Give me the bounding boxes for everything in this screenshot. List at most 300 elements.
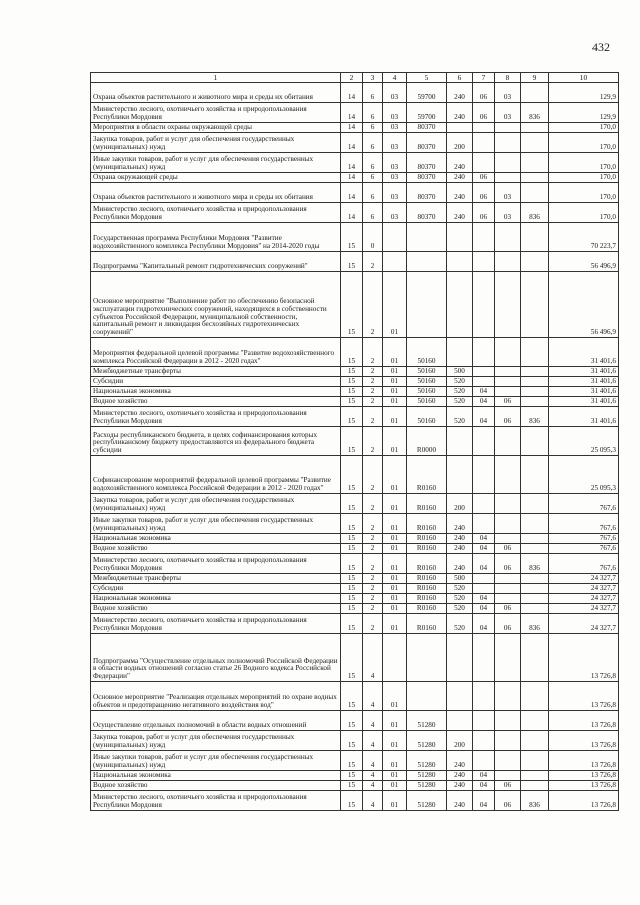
col-8-cell: 06	[495, 791, 521, 811]
col-9-cell	[521, 604, 549, 614]
col-3-cell: 4	[363, 781, 383, 791]
col-5-cell: R0160	[407, 614, 447, 634]
col-5-cell: 50160	[407, 338, 447, 367]
table-row	[91, 377, 619, 387]
amount-cell: 13 726,8	[549, 682, 619, 711]
row-name-cell: Водное хозяйство	[91, 604, 341, 614]
col-8-cell: 06	[495, 781, 521, 791]
col-6-cell: 240	[447, 183, 473, 203]
col-8-cell	[495, 574, 521, 584]
col-5-cell: R0160	[407, 544, 447, 554]
col-3-cell: 2	[363, 514, 383, 534]
col-4-cell	[383, 252, 407, 272]
col-3-cell: 6	[363, 173, 383, 183]
col-6-cell	[447, 427, 473, 456]
col-9-cell	[521, 731, 549, 751]
col-6-cell: 240	[447, 554, 473, 574]
amount-cell: 31 401,6	[549, 387, 619, 397]
col-3-cell: 4	[363, 731, 383, 751]
col-6-cell	[447, 252, 473, 272]
col-9-cell: 836	[521, 203, 549, 223]
col-8-cell: 06	[495, 407, 521, 427]
table-row	[91, 614, 619, 634]
header-cell: 6	[447, 73, 473, 83]
col-5-cell: 51280	[407, 731, 447, 751]
col-8-cell	[495, 731, 521, 751]
table-row	[91, 731, 619, 751]
amount-cell: 170,0	[549, 123, 619, 133]
col-6-cell: 520	[447, 407, 473, 427]
col-5-cell: 80370	[407, 133, 447, 153]
col-5-cell: 50160	[407, 387, 447, 397]
col-3-cell: 2	[363, 554, 383, 574]
col-7-cell	[473, 377, 495, 387]
col-2-cell: 15	[341, 456, 363, 494]
table-row	[91, 682, 619, 711]
col-6-cell	[447, 682, 473, 711]
col-9-cell	[521, 133, 549, 153]
col-7-cell: 04	[473, 544, 495, 554]
col-4-cell: 01	[383, 574, 407, 584]
row-name-cell: Мероприятия в области охраны окружающей среды	[91, 123, 341, 133]
amount-cell: 56 496,9	[549, 252, 619, 272]
col-4-cell: 01	[383, 544, 407, 554]
col-5-cell	[407, 682, 447, 711]
col-4-cell: 01	[383, 731, 407, 751]
col-2-cell: 15	[341, 751, 363, 771]
col-8-cell: 06	[495, 614, 521, 634]
col-4-cell: 03	[383, 203, 407, 223]
col-4-cell: 03	[383, 183, 407, 203]
col-6-cell: 200	[447, 494, 473, 514]
table-header-row	[91, 73, 619, 83]
col-4-cell: 01	[383, 614, 407, 634]
col-6-cell: 520	[447, 604, 473, 614]
col-4-cell: 03	[383, 123, 407, 133]
col-6-cell: 240	[447, 83, 473, 103]
col-7-cell	[473, 634, 495, 682]
col-4-cell: 01	[383, 781, 407, 791]
col-7-cell: 04	[473, 781, 495, 791]
row-name-cell: Охрана объектов растительного и животного мира и среды их обитания	[91, 83, 341, 103]
col-7-cell: 04	[473, 614, 495, 634]
col-4-cell: 01	[383, 682, 407, 711]
header-cell: 4	[383, 73, 407, 83]
col-7-cell	[473, 338, 495, 367]
col-2-cell: 15	[341, 791, 363, 811]
col-3-cell: 2	[363, 338, 383, 367]
col-4-cell: 01	[383, 407, 407, 427]
col-3-cell: 2	[363, 456, 383, 494]
col-7-cell	[473, 456, 495, 494]
col-7-cell: 04	[473, 594, 495, 604]
row-name-cell: Министерство лесного, охотничьего хозяйства и природопользования Республики Мордовия	[91, 407, 341, 427]
col-8-cell: 03	[495, 83, 521, 103]
row-name-cell: Национальная экономика	[91, 771, 341, 781]
amount-cell: 31 401,6	[549, 397, 619, 407]
row-name-cell: Основное мероприятие "Реализация отдельных мероприятий по охране водных объектов и предотвращению негативного воздействия вод"	[91, 682, 341, 711]
amount-cell: 767,6	[549, 544, 619, 554]
col-3-cell: 2	[363, 427, 383, 456]
col-6-cell: 200	[447, 731, 473, 751]
col-2-cell: 15	[341, 604, 363, 614]
table-row	[91, 173, 619, 183]
col-5-cell: R0160	[407, 514, 447, 534]
col-6-cell	[447, 711, 473, 731]
col-3-cell: 4	[363, 751, 383, 771]
amount-cell: 25 095,3	[549, 456, 619, 494]
col-8-cell	[495, 494, 521, 514]
col-6-cell: 240	[447, 103, 473, 123]
col-8-cell	[495, 711, 521, 731]
col-9-cell	[521, 711, 549, 731]
col-9-cell	[521, 771, 549, 781]
col-3-cell: 6	[363, 103, 383, 123]
col-7-cell	[473, 494, 495, 514]
col-2-cell: 15	[341, 377, 363, 387]
col-5-cell: 50160	[407, 367, 447, 377]
col-3-cell: 4	[363, 634, 383, 682]
col-4-cell: 03	[383, 153, 407, 173]
amount-cell: 129,9	[549, 103, 619, 123]
amount-cell: 767,6	[549, 514, 619, 534]
col-6-cell: 240	[447, 771, 473, 781]
col-9-cell	[521, 544, 549, 554]
col-3-cell: 4	[363, 771, 383, 781]
col-9-cell	[521, 682, 549, 711]
col-8-cell	[495, 133, 521, 153]
amount-cell: 767,6	[549, 534, 619, 544]
col-5-cell: 50160	[407, 407, 447, 427]
col-4-cell: 01	[383, 711, 407, 731]
col-7-cell	[473, 427, 495, 456]
col-8-cell	[495, 534, 521, 544]
table-row	[91, 427, 619, 456]
col-9-cell	[521, 338, 549, 367]
col-9-cell: 836	[521, 407, 549, 427]
col-5-cell: 80370	[407, 123, 447, 133]
row-name-cell: Государственная программа Республики Мордовия "Развитие водохозяйственного комплекса Республики Мордовия" на 2014-2020 годы	[91, 223, 341, 252]
amount-cell: 25 095,3	[549, 427, 619, 456]
col-7-cell: 04	[473, 771, 495, 781]
row-name-cell: Закупка товаров, работ и услуг для обеспечения государственных (муниципальных) нужд	[91, 731, 341, 751]
col-7-cell: 06	[473, 83, 495, 103]
col-3-cell: 2	[363, 574, 383, 584]
amount-cell: 13 726,8	[549, 771, 619, 781]
table-row	[91, 781, 619, 791]
col-8-cell	[495, 682, 521, 711]
amount-cell: 170,0	[549, 133, 619, 153]
col-2-cell: 15	[341, 427, 363, 456]
col-9-cell: 836	[521, 791, 549, 811]
col-8-cell	[495, 634, 521, 682]
col-9-cell: 836	[521, 103, 549, 123]
col-4-cell: 03	[383, 173, 407, 183]
row-name-cell: Закупка товаров, работ и услуг для обеспечения государственных (муниципальных) нужд	[91, 133, 341, 153]
row-name-cell: Министерство лесного, охотничьего хозяйства и природопользования Республики Мордовия	[91, 103, 341, 123]
col-6-cell	[447, 338, 473, 367]
col-3-cell: 6	[363, 133, 383, 153]
col-6-cell: 500	[447, 574, 473, 584]
col-5-cell: R0160	[407, 594, 447, 604]
col-4-cell: 01	[383, 456, 407, 494]
amount-cell: 13 726,8	[549, 711, 619, 731]
col-7-cell: 06	[473, 103, 495, 123]
col-8-cell	[495, 514, 521, 534]
row-name-cell: Министерство лесного, охотничьего хозяйства и природопользования Республики Мордовия	[91, 203, 341, 223]
row-name-cell: Межбюджетные трансферты	[91, 574, 341, 584]
header-cell: 10	[549, 73, 619, 83]
col-3-cell: 2	[363, 594, 383, 604]
col-2-cell: 15	[341, 574, 363, 584]
header-cell: 8	[495, 73, 521, 83]
col-3-cell: 2	[363, 377, 383, 387]
col-4-cell: 01	[383, 534, 407, 544]
col-9-cell: 836	[521, 554, 549, 574]
table-row	[91, 554, 619, 574]
col-7-cell: 04	[473, 534, 495, 544]
col-4-cell: 01	[383, 387, 407, 397]
row-name-cell: Подпрограмма "Осуществление отдельных полномочий Российской Федерации в области водных отношений согласно статье 26 Водного кодекса Российской Федерации"	[91, 634, 341, 682]
col-6-cell: 240	[447, 781, 473, 791]
row-name-cell: Софинансирование мероприятий федеральной целевой программы "Развитие водохозяйственного комплекса Российской Федерации в 2012 - 2020 годах"	[91, 456, 341, 494]
col-6-cell: 240	[447, 791, 473, 811]
col-9-cell	[521, 397, 549, 407]
col-7-cell	[473, 751, 495, 771]
table-row	[91, 751, 619, 771]
table-row	[91, 397, 619, 407]
col-3-cell: 6	[363, 183, 383, 203]
col-6-cell	[447, 272, 473, 338]
col-7-cell: 04	[473, 407, 495, 427]
header-cell: 1	[91, 73, 341, 83]
col-4-cell: 01	[383, 427, 407, 456]
table-row	[91, 133, 619, 153]
table-row	[91, 791, 619, 811]
col-8-cell: 03	[495, 183, 521, 203]
row-name-cell: Подпрограмма "Капитальный ремонт гидротехнических сооружений"	[91, 252, 341, 272]
row-name-cell: Иные закупки товаров, работ и услуг для обеспечения государственных (муниципальных) нужд	[91, 514, 341, 534]
amount-cell: 170,0	[549, 173, 619, 183]
col-9-cell	[521, 751, 549, 771]
col-2-cell: 15	[341, 711, 363, 731]
table-row	[91, 574, 619, 584]
col-2-cell: 14	[341, 153, 363, 173]
col-9-cell	[521, 534, 549, 544]
row-name-cell: Водное хозяйство	[91, 544, 341, 554]
col-9-cell	[521, 781, 549, 791]
col-2-cell: 15	[341, 338, 363, 367]
table-row	[91, 387, 619, 397]
col-6-cell: 520	[447, 377, 473, 387]
row-name-cell: Межбюджетные трансферты	[91, 367, 341, 377]
row-name-cell: Водное хозяйство	[91, 397, 341, 407]
col-8-cell	[495, 338, 521, 367]
header-cell: 3	[363, 73, 383, 83]
col-6-cell: 240	[447, 173, 473, 183]
col-2-cell: 15	[341, 534, 363, 544]
col-2-cell: 15	[341, 272, 363, 338]
col-2-cell: 14	[341, 173, 363, 183]
row-name-cell: Субсидии	[91, 377, 341, 387]
col-2-cell: 15	[341, 554, 363, 574]
col-5-cell: 59700	[407, 103, 447, 123]
col-3-cell: 6	[363, 83, 383, 103]
row-name-cell: Охрана объектов растительного и животного мира и среды их обитания	[91, 183, 341, 203]
table-row	[91, 123, 619, 133]
col-9-cell	[521, 223, 549, 252]
col-2-cell: 15	[341, 387, 363, 397]
col-9-cell: 836	[521, 614, 549, 634]
col-3-cell: 2	[363, 604, 383, 614]
row-name-cell: Закупка товаров, работ и услуг для обеспечения государственных (муниципальных) нужд	[91, 494, 341, 514]
amount-cell: 24 327,7	[549, 584, 619, 594]
col-5-cell: R0160	[407, 534, 447, 544]
amount-cell: 13 726,8	[549, 751, 619, 771]
col-7-cell: 06	[473, 173, 495, 183]
col-3-cell: 6	[363, 203, 383, 223]
col-2-cell: 15	[341, 614, 363, 634]
col-3-cell: 2	[363, 407, 383, 427]
row-name-cell: Иные закупки товаров, работ и услуг для обеспечения государственных (муниципальных) нужд	[91, 751, 341, 771]
col-7-cell: 04	[473, 791, 495, 811]
row-name-cell: Водное хозяйство	[91, 781, 341, 791]
col-5-cell: 51280	[407, 791, 447, 811]
amount-cell: 24 327,7	[549, 614, 619, 634]
col-5-cell	[407, 223, 447, 252]
col-4-cell: 01	[383, 604, 407, 614]
table-row	[91, 203, 619, 223]
col-8-cell	[495, 123, 521, 133]
header-cell: 9	[521, 73, 549, 83]
table-row	[91, 252, 619, 272]
col-7-cell	[473, 252, 495, 272]
col-8-cell	[495, 377, 521, 387]
table-row	[91, 223, 619, 252]
row-name-cell: Национальная экономика	[91, 594, 341, 604]
col-6-cell: 500	[447, 367, 473, 377]
budget-table	[90, 72, 619, 811]
col-7-cell: 06	[473, 203, 495, 223]
col-4-cell: 01	[383, 397, 407, 407]
col-2-cell: 15	[341, 781, 363, 791]
amount-cell: 13 726,8	[549, 791, 619, 811]
col-4-cell: 01	[383, 338, 407, 367]
col-2-cell: 15	[341, 682, 363, 711]
col-7-cell	[473, 123, 495, 133]
col-7-cell: 06	[473, 183, 495, 203]
header-cell: 7	[473, 73, 495, 83]
col-9-cell	[521, 514, 549, 534]
col-2-cell: 14	[341, 133, 363, 153]
col-9-cell	[521, 153, 549, 173]
col-3-cell: 4	[363, 682, 383, 711]
col-2-cell: 15	[341, 407, 363, 427]
col-2-cell: 15	[341, 584, 363, 594]
col-8-cell	[495, 387, 521, 397]
col-8-cell	[495, 594, 521, 604]
col-7-cell	[473, 711, 495, 731]
col-6-cell: 240	[447, 514, 473, 534]
col-5-cell	[407, 252, 447, 272]
col-2-cell: 14	[341, 103, 363, 123]
col-4-cell: 01	[383, 771, 407, 781]
col-4-cell	[383, 223, 407, 252]
col-3-cell: 4	[363, 791, 383, 811]
col-2-cell: 14	[341, 83, 363, 103]
amount-cell: 13 726,8	[549, 781, 619, 791]
amount-cell: 31 401,6	[549, 338, 619, 367]
table-row	[91, 338, 619, 367]
col-5-cell: R0160	[407, 584, 447, 594]
col-4-cell: 01	[383, 377, 407, 387]
col-5-cell: 51280	[407, 781, 447, 791]
col-3-cell: 2	[363, 534, 383, 544]
col-6-cell: 240	[447, 153, 473, 173]
col-6-cell: 520	[447, 584, 473, 594]
col-4-cell: 03	[383, 83, 407, 103]
col-4-cell: 01	[383, 554, 407, 574]
col-6-cell: 520	[447, 594, 473, 604]
col-6-cell	[447, 634, 473, 682]
col-5-cell: 59700	[407, 83, 447, 103]
col-7-cell	[473, 133, 495, 153]
col-9-cell	[521, 252, 549, 272]
col-5-cell	[407, 272, 447, 338]
table-row	[91, 634, 619, 682]
col-7-cell	[473, 682, 495, 711]
amount-cell: 170,0	[549, 153, 619, 173]
col-3-cell: 2	[363, 252, 383, 272]
col-9-cell	[521, 427, 549, 456]
col-9-cell	[521, 574, 549, 584]
col-8-cell	[495, 252, 521, 272]
col-6-cell: 520	[447, 397, 473, 407]
col-5-cell: 80370	[407, 173, 447, 183]
col-2-cell: 15	[341, 634, 363, 682]
table-row	[91, 153, 619, 173]
col-6-cell	[447, 223, 473, 252]
col-8-cell: 06	[495, 544, 521, 554]
col-5-cell: R0160	[407, 456, 447, 494]
col-8-cell	[495, 751, 521, 771]
col-9-cell	[521, 272, 549, 338]
table-row	[91, 272, 619, 338]
amount-cell: 170,0	[549, 183, 619, 203]
row-name-cell: Субсидии	[91, 584, 341, 594]
col-2-cell: 14	[341, 123, 363, 133]
col-6-cell: 520	[447, 387, 473, 397]
header-cell: 2	[341, 73, 363, 83]
row-name-cell: Министерство лесного, охотничьего хозяйства и природопользования Республики Мордовия	[91, 554, 341, 574]
table-row	[91, 534, 619, 544]
amount-cell: 56 496,9	[549, 272, 619, 338]
col-7-cell	[473, 272, 495, 338]
col-8-cell: 03	[495, 103, 521, 123]
row-name-cell: Расходы республиканского бюджета, в целях софинансирования которых республиканскому бюджету предоставляются из федерального бюджета субсидии	[91, 427, 341, 456]
col-4-cell: 03	[383, 103, 407, 123]
col-2-cell: 15	[341, 544, 363, 554]
col-4-cell: 03	[383, 133, 407, 153]
table-row	[91, 594, 619, 604]
col-3-cell: 2	[363, 387, 383, 397]
table-row	[91, 83, 619, 103]
row-name-cell: Осуществление отдельных полномочий в области водных отношений	[91, 711, 341, 731]
amount-cell: 31 401,6	[549, 407, 619, 427]
table-row	[91, 584, 619, 594]
table-row	[91, 367, 619, 377]
row-name-cell: Национальная экономика	[91, 534, 341, 544]
